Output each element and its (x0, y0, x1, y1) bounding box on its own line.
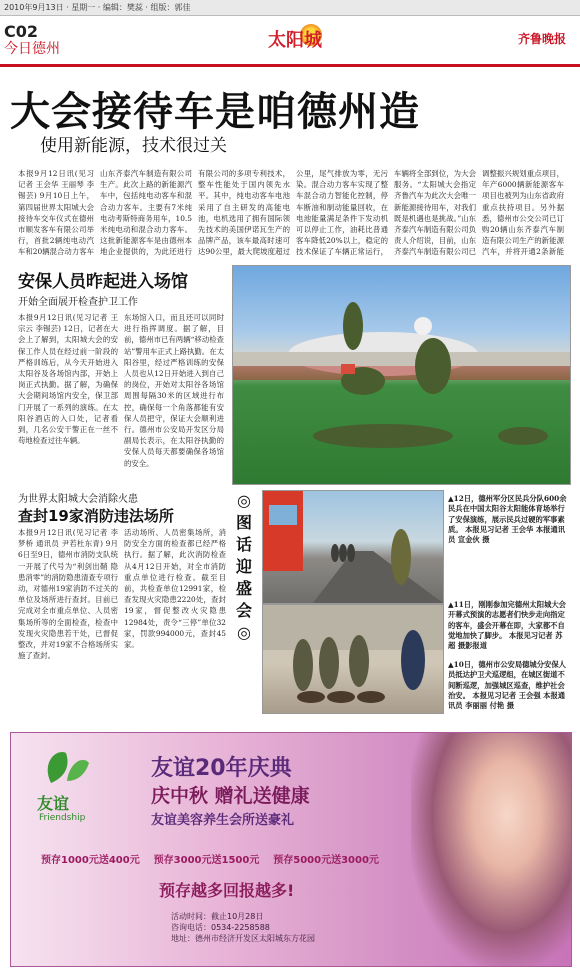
date-line: 2010年9月13日 · 星期一 · 编辑：樊蕊 · 组版：郭佳 (4, 3, 191, 12)
photo-caption-2: ▲11日，刚刚参加完德州太阳城大会开幕式预演的志愿者们快步走向指定的客车，盛会开幕在即，大家都不自觉地加快了脚步。 本报见习记者 苏超 摄影报道 (448, 600, 566, 651)
advert-line-2: 庆中秋 赠礼送健康 (151, 785, 310, 807)
article3-column-2: 活动场所、人员密集场所，消防安全方面的检查都已经严格执行。据了解，此次消防检查从4月12日开始，对全市消防重点单位进行检查。截至目前，共检查单位12991家，检查发现火灾隐患2220处，查封19家，督促整改火灾隐患12984处，责令“三停”单位32家，罚款994000元，查封45家。 (124, 528, 226, 650)
article3-title: 查封19家消防违法场所 (18, 507, 174, 525)
advert-offers (41, 851, 379, 866)
article1-column-1: 本报9月12日讯(见习记者 王会华 王丽琴 李锡芸) 9月10日上午，第四届世界太阳城大会接待车交车仪式在德州市顺发客车有限公司举行，首批2辆纯电动汽车和20辆混合动力客车 (18, 169, 94, 257)
offer-3: 预存5000元送3000元 (273, 855, 379, 866)
column-logo: 太阳城 (268, 30, 322, 51)
article2-title: 安保人员昨起进入场馆 (18, 272, 188, 292)
advert-line-1: 友谊20年庆典 (151, 756, 292, 781)
page-code: C02 (4, 22, 39, 41)
main-subhead: 使用新能源，技术很过关 (40, 136, 227, 156)
label-char: 迎 (235, 557, 252, 576)
article1-column-3: 有限公司的多项专利技术，整车性能处于国内领先水平。其中，纯电动客车电池采用了自主研发的高能电池，电机选用了拥有国际领先技术的美国伊诺瓦生产的品牌产品，该车最高时速可达90公里，最大爬坡度超过 (198, 169, 290, 257)
article1-column-4: 公里，尾气排放为零，无污染。混合动力客车实现了整车混合动力智能化控制，停车断油和制动能量回收，在电池能量满足条件下发动机可以停止工作，油耗比普通客车降低20%以上，稳定的技术保证了车辆正常运行， (296, 169, 388, 257)
article2-column-2: 东场馆入口，而且还可以同时进行指挥调度。据了解，目前，德州市已有两辆“移动检查站”警用车正式上路执勤。在太阳谷里，经过严格训练的安保人员也从12日开始进入到自己的岗位，开始对太阳谷各场馆周围每隔30米的区域进行布控，确保每一个角落都能有安保人员把守，保证大会顺利进行。德州市公安局开发区分局副局长表示，在太阳谷执勤的安保人员每天都要确保各场馆的安全。 (124, 313, 224, 468)
main-headline: 大会接待车是咱德州造 (10, 89, 420, 135)
label-char: 盛 (235, 579, 252, 598)
offer-2: 预存3000元送1500元 (153, 855, 260, 866)
advert-line-3: 友谊美容养生会所送豪礼 (151, 813, 295, 828)
model-image (411, 733, 571, 966)
label-char: ◎ (237, 491, 251, 510)
label-char: 会 (235, 601, 252, 620)
article1-column-5: 车辆将全部到位，为大会服务。“太阳城大会指定齐鲁汽车为此次大会唯一新能源接待用车，对我们既是机遇也是挑战。”山东齐泰汽车制造有限公司负责人介绍说，目前，山东齐泰汽车制造有限公司已 (394, 169, 476, 257)
advert-brand-english: Friendship (39, 813, 86, 823)
advert-brand: 友谊 (37, 794, 70, 813)
label-char: 话 (235, 535, 252, 554)
article1-column-6: 调整振兴规划重点项目，年产6000辆新能源客车项目也被列为山东省政府重点扶持项目。另外据悉，德州市公交公司已订购20辆山东齐泰汽车制造有限公司生产的新能源汽车，并将开通2条新能 (482, 169, 564, 257)
beauty-club-advert (10, 732, 572, 967)
advert-line-4: 预存越多回报越多! (159, 881, 295, 900)
newspaper-name: 齐鲁晚报 (518, 32, 567, 46)
article3-column-1: 本报9月12日讯(见习记者 李梦桥 通讯员 尹若杜东青) 9月6日至9日，德州市消防支队统一开展了代号为“利剑出鞘 隐患消零”的消防隐患清查专项行动，对德州19家消防不过关的单位及场所进行查封。目前已完成对全市重点单位、人员密集场所等的全面检查，检查中发现火灾隐患若干处，已督促整改，并对19家不合格场所实施了查封。 (18, 528, 118, 661)
militia-drill-photo (232, 265, 571, 485)
article3-kicker: 为世界太阳城大会消除火患 (18, 494, 138, 505)
offer-1: 预存1000元送400元 (41, 855, 140, 866)
advert-address: 地址：德州市经济开发区太阳城东方花园 (171, 934, 315, 943)
top-bar (0, 0, 580, 16)
police-dog-patrol-photo (262, 604, 444, 714)
label-char: 图 (235, 513, 252, 532)
advert-contact (171, 911, 315, 944)
advert-time: 活动时间：截止10月28日 (171, 912, 264, 921)
photo-essay-label (232, 490, 256, 712)
advert-phone: 咨询电话：0534-2258588 (171, 923, 270, 932)
article2-column-1: 本报9月12日讯(见习记者 王宗云 李锡芸) 12日，记者在大会上了解到，太阳城大会的安保工作人员在经过前一阶段的严格训练后，从今天开始进入太阳谷及各场馆内部，开始上岗正式执勤。据了解，为确保大会期间场馆内安全，保卫部门开展了一系列的演练。在太阳谷酒店的入口处，记者看到，几名公安干警正在一丝不苟地检查过往车辆。 (18, 313, 118, 446)
label-char: ◎ (237, 623, 251, 642)
section-name: 今日德州 (4, 41, 60, 57)
article1-column-2: 山东齐泰汽车制造有限公司生产。此次上路的新能源汽车中，包括纯电动客车和混合动力客车。主要有7米纯电动考斯特商务用车，10.5米纯电动和混合动力客车。这批新能源客车是由德州本地企业提供的，为此还进行 (100, 169, 192, 257)
photo-caption-1: ▲12日，德州军分区民兵分队600余民兵在中国太阳谷太阳能体育场举行了安保演练，展示民兵过硬的军事素质。 本报见习记者 王会华 本报通讯员 宣金伙 摄 (448, 494, 567, 545)
photo-caption-3: ▲10日，德州市公安局德城分安保人员抵达护卫犬巡逻组，在城区街道不间断巡逻，加强城区巡查，维护社会治安。 本报见习记者 王会强 本报通讯员 李丽丽 付艳 摄 (448, 660, 566, 711)
leaf-logo-icon (11, 733, 151, 853)
volunteers-photo (262, 490, 444, 604)
article2-subtitle: 开始全面展开检查护卫工作 (18, 297, 138, 308)
